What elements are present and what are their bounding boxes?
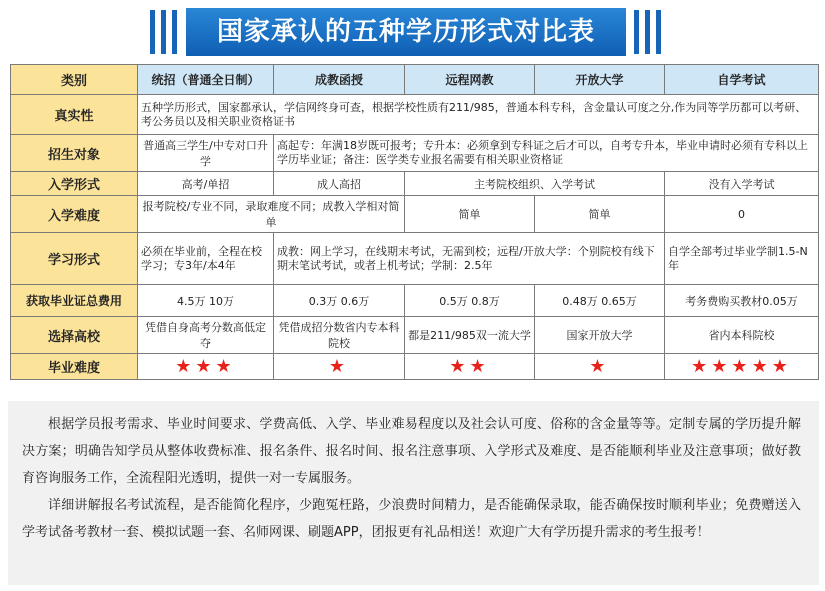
stripe-decoration-left [150, 10, 177, 54]
row-label: 获取毕业证总费用 [11, 285, 138, 317]
description-paragraph: 详细讲解报名考试流程，是否能简化程序，少跑冤枉路，少浪费时间精力，是否能确保录取，能否确保按时顺利毕业；免费赠送入学考试备考教材一套、模拟试题一套、名师网课、刷题APP，团报更有礼品相送！欢迎广大有学历提升需求的考生报考！ [22, 498, 801, 540]
table-cell: 0 [665, 196, 819, 233]
service-description [8, 401, 819, 585]
table-cell: 国家开放大学 [535, 317, 665, 354]
header-open-university: 开放大学 [535, 65, 665, 95]
table-cell: 高起专：年满18岁既可报考；专升本：必须拿到专科证之后才可以，自考专升本，毕业申请时必须有专科以上学历毕业证；备注：医学类专业报名需要有相关职业资格证 [274, 135, 819, 172]
header-adult-education: 成教函授 [274, 65, 405, 95]
title-banner [0, 0, 825, 62]
table-cell: 0.48万 0.65万 [535, 285, 665, 317]
table-row [11, 233, 819, 285]
table-cell: 省内本科院校 [665, 317, 819, 354]
table-cell: 凭借成招分数省内专本科院校 [274, 317, 405, 354]
header-fulltime: 统招（普通全日制） [138, 65, 274, 95]
table-row [11, 354, 819, 380]
description-paragraph: 根据学员报考需求、毕业时间要求、学费高低、入学、毕业难易程度以及社会认可度、俗称的含金量等等。定制专属的学历提升解决方案；明确告知学员从整体收费标准、报名条件、报名时间、报名注意事项、入学形式及难度、是否能顺利毕业及注意事项；做好教育咨询服务工作，全流程阳光透明，提供一对一专属服务。 [22, 417, 801, 486]
table-cell: 0.5万 0.8万 [405, 285, 535, 317]
table-header-row [11, 65, 819, 95]
table-cell: 0.3万 0.6万 [274, 285, 405, 317]
table-cell: 普通高三学生/中专对口升学 [138, 135, 274, 172]
table-cell: 简单 [535, 196, 665, 233]
header-self-study-exam: 自学考试 [665, 65, 819, 95]
header-category: 类别 [11, 65, 138, 95]
table-cell: 4.5万 10万 [138, 285, 274, 317]
table-cell: 必须在毕业前，全程在校学习；专3年/本4年 [138, 233, 274, 285]
table-cell: 简单 [405, 196, 535, 233]
row-label: 选择高校 [11, 317, 138, 354]
table-cell: 没有入学考试 [665, 172, 819, 196]
row-label: 真实性 [11, 95, 138, 135]
table-cell: 都是211/985双一流大学 [405, 317, 535, 354]
star-rating-icon: ★ [535, 354, 665, 380]
table-row [11, 135, 819, 172]
row-label: 招生对象 [11, 135, 138, 172]
table-cell: 自学全部考过毕业学制1.5-N年 [665, 233, 819, 285]
table-cell: 考务费购买教材0.05万 [665, 285, 819, 317]
star-rating-icon: ★★★★★ [665, 354, 819, 380]
table-row [11, 95, 819, 135]
table-cell: 成人高招 [274, 172, 405, 196]
table-cell: 凭借自身高考分数高低定夺 [138, 317, 274, 354]
table-cell: 报考院校/专业不同，录取难度不同；成教入学相对简单 [138, 196, 405, 233]
row-label: 学习形式 [11, 233, 138, 285]
table-row [11, 172, 819, 196]
page-title: 国家承认的五种学历形式对比表 [186, 8, 626, 56]
star-rating-icon: ★★ [405, 354, 535, 380]
table-row [11, 285, 819, 317]
table-cell: 主考院校组织、入学考试 [405, 172, 665, 196]
stripe-decoration-right [634, 10, 661, 54]
star-rating-icon: ★ [274, 354, 405, 380]
table-cell: 高考/单招 [138, 172, 274, 196]
star-rating-icon: ★★★ [138, 354, 274, 380]
row-label: 毕业难度 [11, 354, 138, 380]
comparison-table [10, 64, 819, 380]
table-cell: 成教：网上学习，在线期末考试，无需到校；远程/开放大学：个别院校有线下期末笔试考试，或者上机考试；学制：2.5年 [274, 233, 665, 285]
table-row [11, 317, 819, 354]
table-row [11, 196, 819, 233]
header-distance-education: 远程网教 [405, 65, 535, 95]
row-label: 入学难度 [11, 196, 138, 233]
table-cell: 五种学历形式，国家都承认，学信网终身可查，根据学校性质有211/985，普通本科专科，含金量认可度之分,作为同等学历都可以考研、考公务员以及相关职业资格证书 [138, 95, 819, 135]
row-label: 入学形式 [11, 172, 138, 196]
